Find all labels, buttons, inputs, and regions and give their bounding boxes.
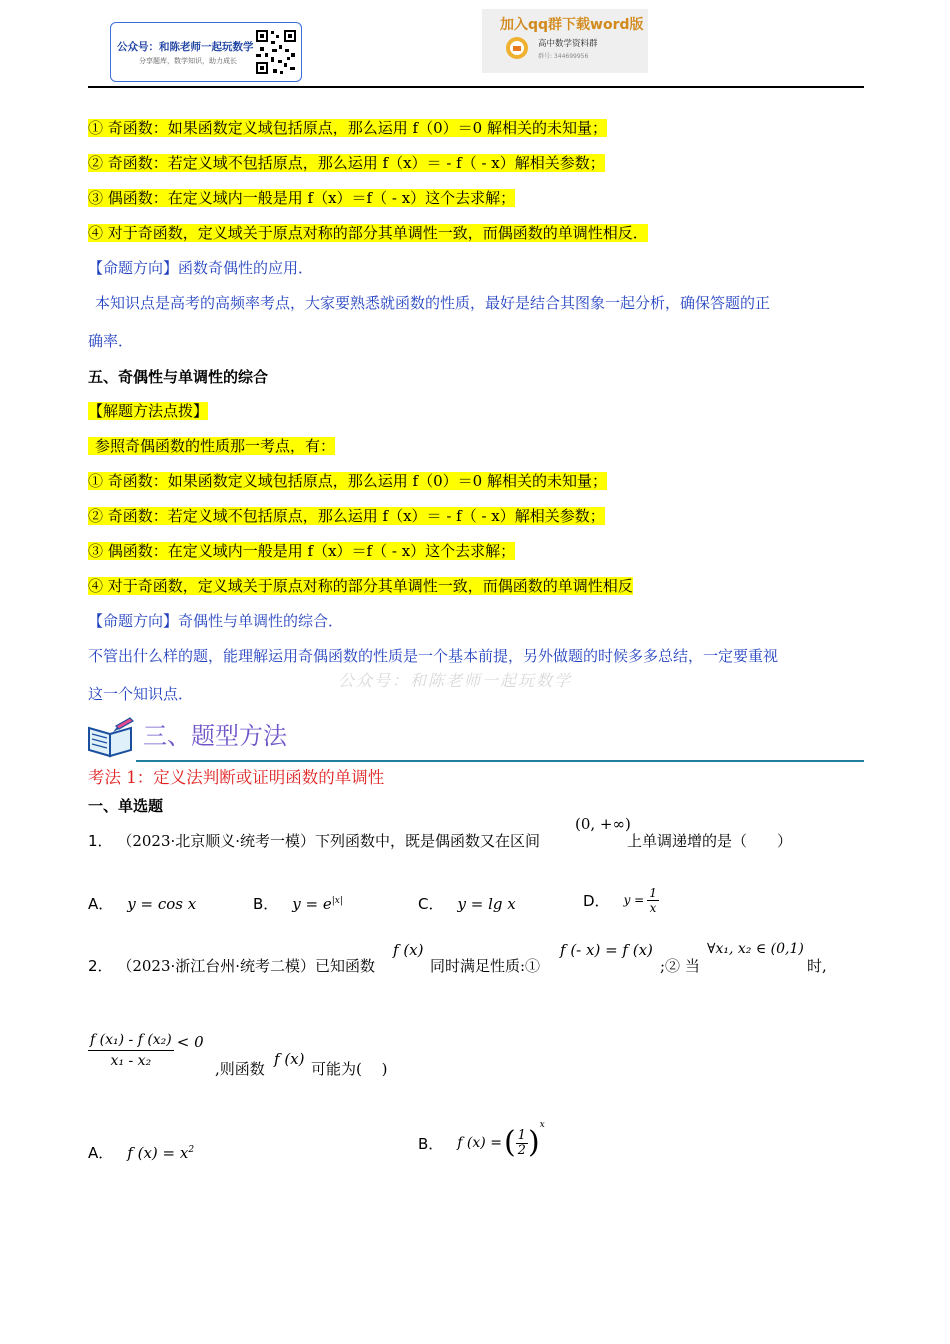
- logo-subtitle: 分享题库，数学知识，助力成长: [139, 57, 237, 65]
- q2-source: （2023·浙江台州·统考二模）: [117, 957, 316, 975]
- ineq-denominator: x₁ - x₂: [110, 1053, 152, 1069]
- q2-stem-d: 时,: [807, 957, 827, 975]
- ineq-rhs: < 0: [176, 1032, 204, 1051]
- sec5-paragraph-1: 不管出什么样的题，能理解运用奇偶函数的性质是一个基本前提，另外做题的时候多多总结，一定要重视: [88, 647, 779, 665]
- q1-option-b[interactable]: B． $y = e^{|x|}$: [253, 895, 343, 913]
- q1-option-a[interactable]: A． y = cos x: [88, 895, 197, 913]
- q2-fx: f (x): [393, 941, 424, 959]
- q2-stem-e: ,则函数: [215, 1060, 265, 1078]
- q1-number: 1．: [88, 832, 113, 850]
- banner-title: 加入qq群下载word版: [500, 17, 644, 33]
- subtype-title: 一、单选题: [88, 797, 164, 815]
- q1-stem-b: 上单调递增的是（ ）: [627, 832, 793, 850]
- direction-text: 奇偶性与单调性的综合．: [178, 612, 344, 630]
- banner-subtitle: 高中数学资料群: [538, 39, 598, 49]
- header-rule: [88, 86, 864, 88]
- part3-rule: [136, 760, 864, 762]
- logo-title: 公众号：和陈老师一起玩数学: [117, 41, 254, 53]
- part3-heading: 三、题型方法: [143, 722, 287, 750]
- q1-stem-a: 下列函数中，既是偶函数又在区间: [315, 832, 541, 850]
- sec5-direction: [88, 610, 343, 632]
- group-avatar-icon: [506, 37, 528, 59]
- method-1-title: 考法 1：定义法判断或证明函数的单调性: [88, 768, 385, 787]
- sec5-paragraph-2: 这一个知识点．: [88, 685, 194, 703]
- q2-option-a[interactable]: A． f $(x) = x^2$: [88, 1144, 195, 1162]
- q1-option-d[interactable]: D． y = $\frac{1}{x}$: [583, 885, 657, 915]
- header-logo: [110, 22, 302, 82]
- sec5-intro: 参照奇偶函数的性质那一考点，有：: [88, 435, 335, 457]
- sec4-item-3: ③ 偶函数：在定义域内一般是用 f（x）＝f（ - x）这个去求解；: [88, 189, 516, 207]
- q2-prop1: f (- x) = f (x): [560, 941, 653, 959]
- book-icon: [86, 716, 136, 760]
- sec4-direction: [88, 257, 313, 279]
- sec4-paragraph-1: 本知识点是高考的高频率考点，大家要熟悉就函数的性质，最好是结合其图象一起分析，确保答题的正: [95, 294, 771, 312]
- sec5-title: 五、奇偶性与单调性的综合: [88, 368, 269, 386]
- sec4-item-1: ① 奇函数：如果函数定义域包括原点，那么运用 f（0）＝0 解相关的未知量；: [88, 119, 607, 137]
- q2-inequality: [88, 1030, 204, 1071]
- q2-stem-f: 可能为( ): [311, 1060, 388, 1078]
- q2-prop2: ∀x₁, x₂ ∈ (0,1): [707, 941, 804, 957]
- header-banner: [482, 9, 648, 73]
- sec5-item-1: ① 奇函数：如果函数定义域包括原点，那么运用 f（0）＝0 解相关的未知量；: [88, 472, 607, 490]
- q2-option-b[interactable]: B． f (x) = ( $\frac{1}{2}$ ) $^x$: [418, 1120, 545, 1160]
- q2-stem-c: ;② 当: [660, 957, 700, 975]
- q1-source: （2023·北京顺义·统考一模）: [117, 832, 316, 850]
- sec4-item-2: ② 奇函数：若定义域不包括原点，那么运用 f（x）＝ - f（ - x）解相关参数；: [88, 154, 605, 172]
- direction-label: 【命题方向】: [88, 259, 179, 277]
- watermark: 公众号：和陈老师一起玩数学: [338, 671, 573, 690]
- direction-label: 【命题方向】: [88, 612, 179, 630]
- q2-stem-a: 已知函数: [315, 957, 376, 975]
- direction-text: 函数奇偶性的应用．: [178, 259, 314, 277]
- question-2: [88, 955, 375, 976]
- q2-number: 2．: [88, 957, 113, 975]
- sec4-item-4: ④ 对于奇函数，定义域关于原点对称的部分其单调性一致，而偶函数的单调性相反．: [88, 224, 648, 242]
- sec5-item-3: ③ 偶函数：在定义域内一般是用 f（x）＝f（ - x）这个去求解；: [88, 542, 516, 560]
- sec5-item-4: ④ 对于奇函数，定义域关于原点对称的部分其单调性一致，而偶函数的单调性相反: [88, 577, 633, 595]
- sec4-paragraph-2: 确率．: [88, 332, 134, 350]
- sec5-method-label: 【解题方法点拨】: [88, 402, 209, 420]
- q1-interval: (0, +∞): [575, 815, 631, 833]
- banner-number: 群号: 344699956: [538, 53, 589, 60]
- q2-fx-2: f (x): [274, 1050, 305, 1068]
- ineq-numerator: f (x₁) - f (x₂): [88, 1030, 174, 1051]
- q2-stem-b: 同时满足性质:①: [430, 957, 541, 975]
- q1-option-c[interactable]: C． y = lg x: [418, 895, 516, 913]
- sec5-item-2: ② 奇函数：若定义域不包括原点，那么运用 f（x）＝ - f（ - x）解相关参数；: [88, 507, 605, 525]
- qr-code-icon: [254, 27, 298, 77]
- question-1: [88, 830, 540, 851]
